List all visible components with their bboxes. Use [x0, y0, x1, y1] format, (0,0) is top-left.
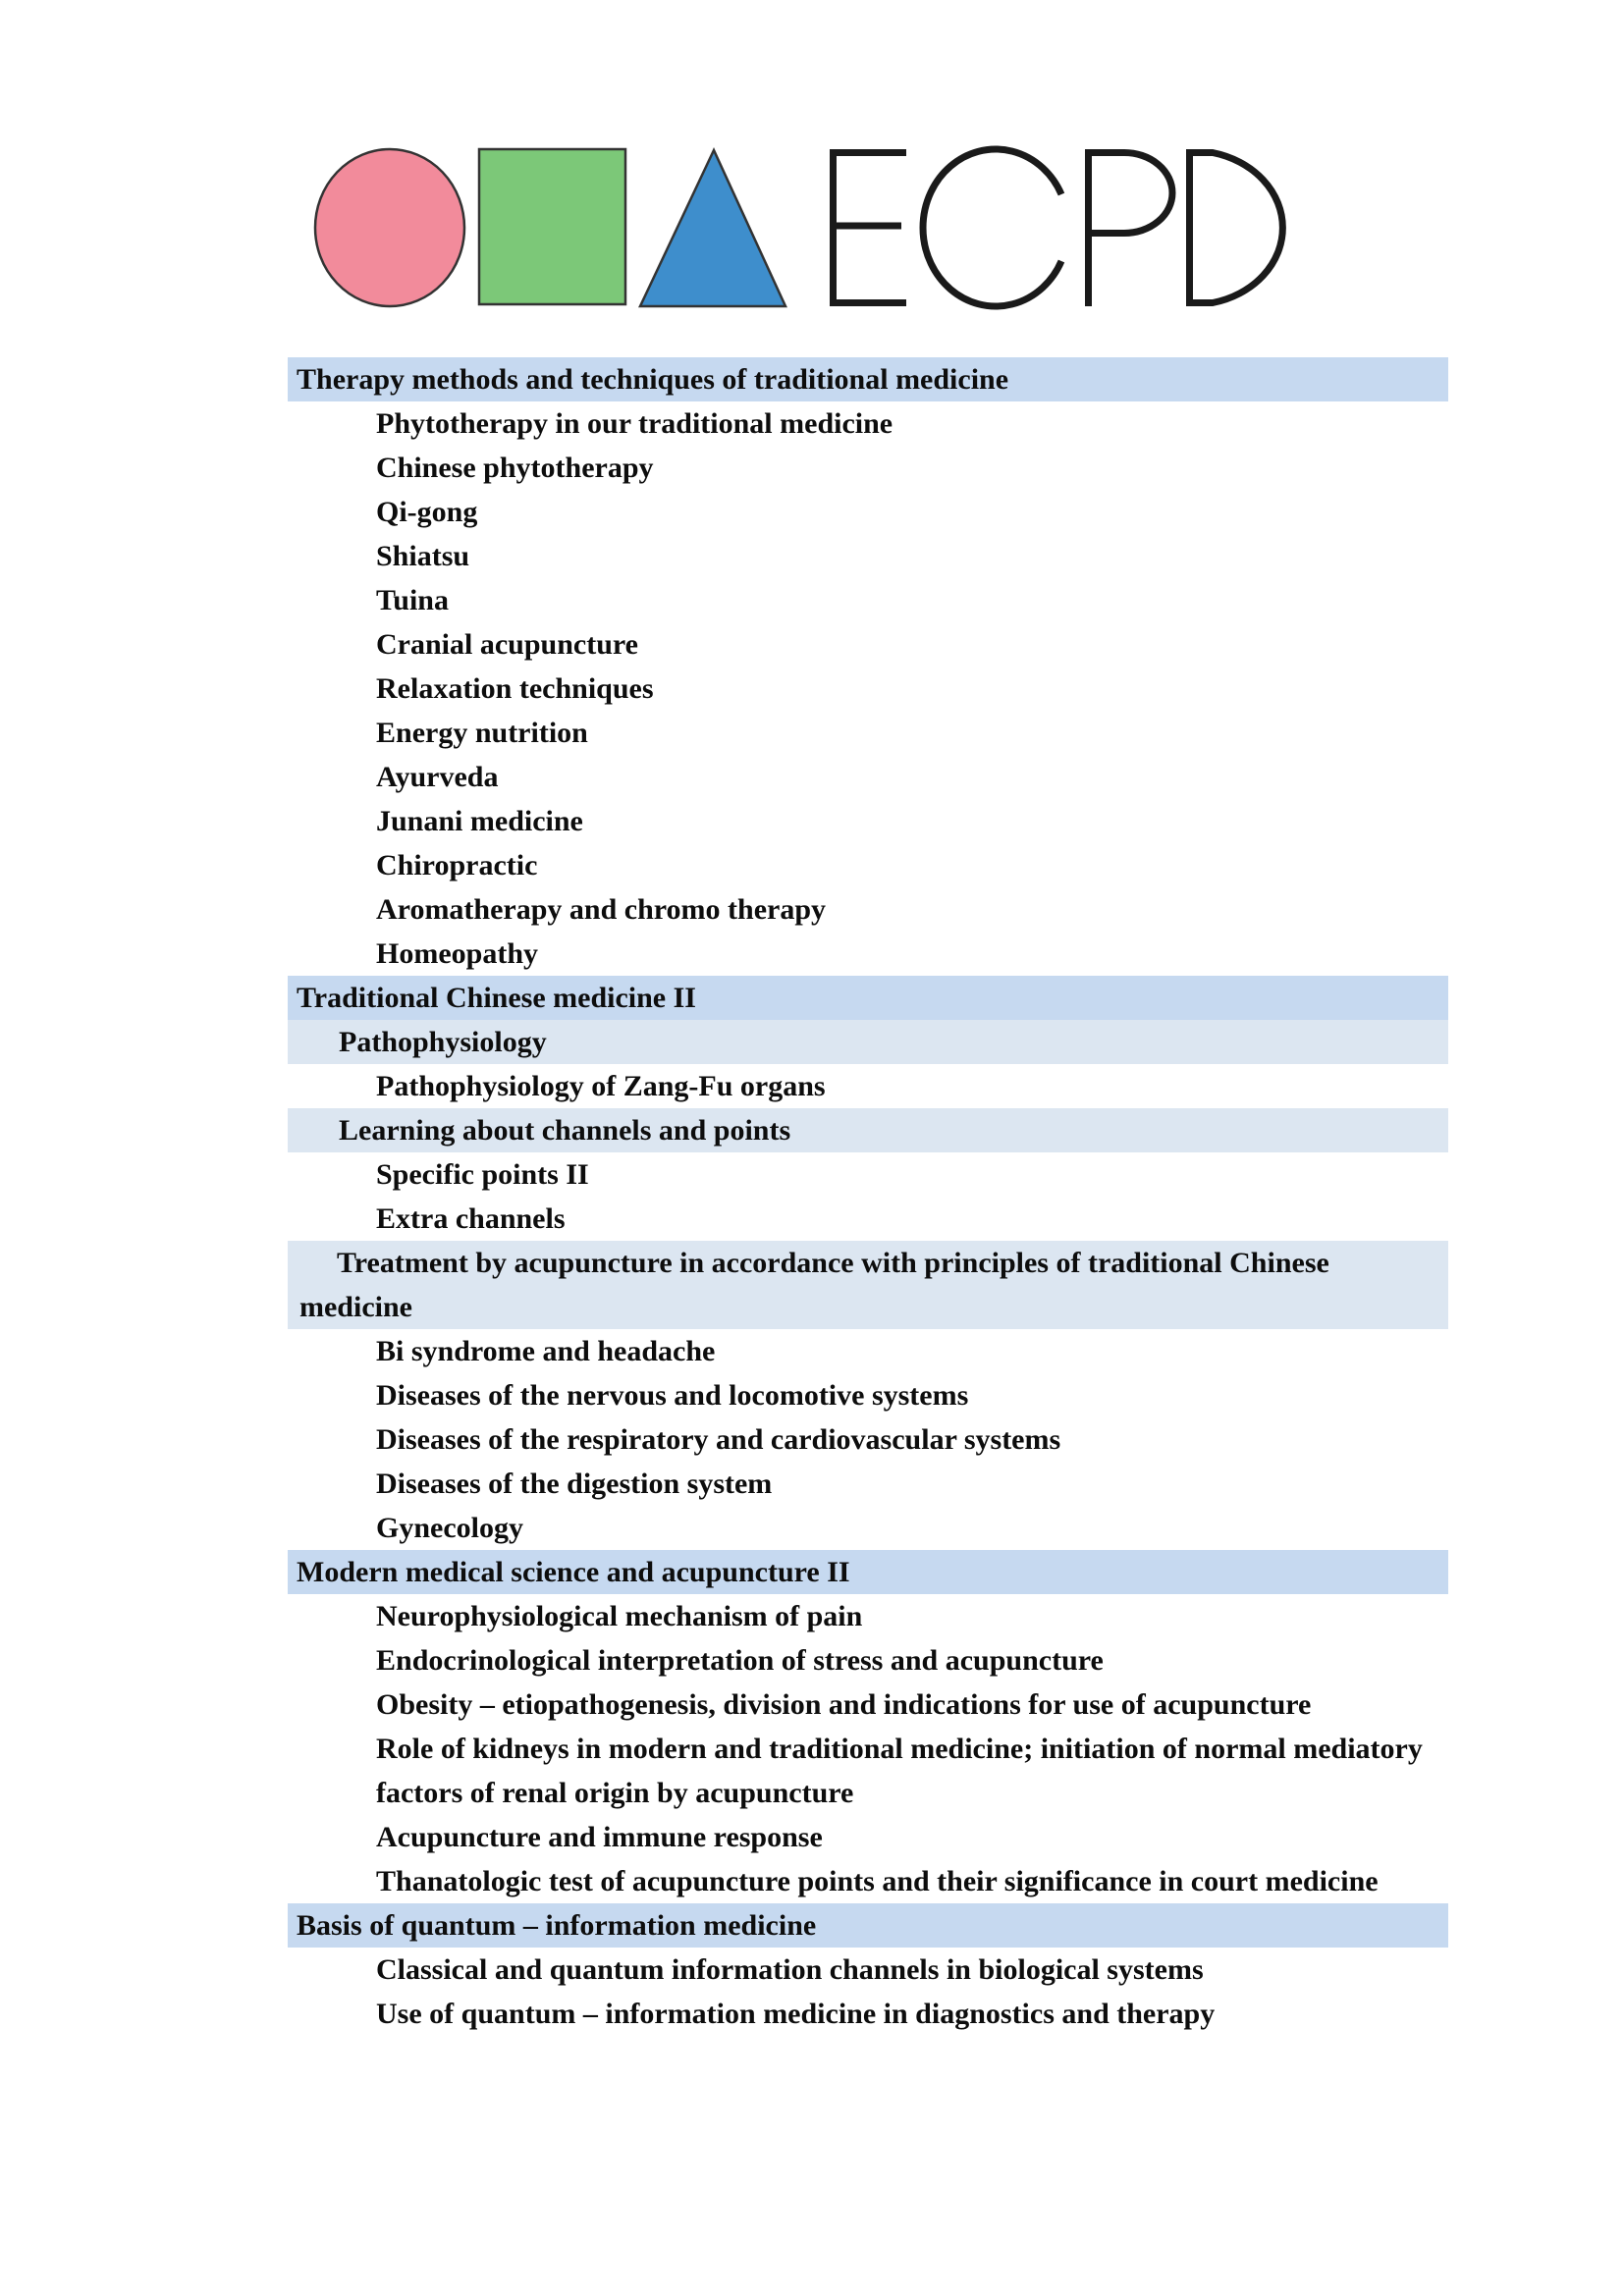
ecpd-letters [830, 149, 1282, 306]
list-item: Specific points II [376, 1158, 589, 1191]
square-icon [479, 149, 625, 304]
curriculum-list [288, 357, 1448, 2036]
list-item: Shiatsu [376, 540, 470, 572]
ecpd-logo [295, 137, 1335, 326]
list-item: Homeopathy [376, 937, 538, 970]
list-item: Obesity – etiopathogenesis, division and indications for use of acupuncture [376, 1688, 1312, 1721]
list-item: Chiropractic [376, 849, 538, 881]
list-item: Phytotherapy in our traditional medicine [376, 407, 893, 440]
list-item: Chinese phytotherapy [376, 452, 654, 484]
circle-icon [315, 149, 464, 306]
subsection-header: Pathophysiology [288, 1020, 1448, 1064]
list-item: Diseases of the nervous and locomotive systems [376, 1379, 969, 1412]
list-item: Endocrinological interpretation of stress and acupuncture [376, 1644, 1104, 1677]
list-item: Bi syndrome and headache [376, 1335, 716, 1367]
section-header: Traditional Chinese medicine II [288, 976, 1448, 1020]
subsection-header: Treatment by acupuncture in accordance with principles of traditional Chinese medicine [288, 1241, 1448, 1329]
list-item: Neurophysiological mechanism of pain [376, 1600, 863, 1632]
list-item: Aromatherapy and chromo therapy [376, 893, 827, 926]
list-item: Junani medicine [376, 805, 583, 837]
list-item: Pathophysiology of Zang-Fu organs [376, 1070, 826, 1102]
list-item: Use of quantum – information medicine in diagnostics and therapy [376, 1998, 1216, 2030]
list-item: Tuina [376, 584, 449, 616]
list-item: Qi-gong [376, 496, 478, 528]
list-item: Thanatologic test of acupuncture points and their significance in court medicine [376, 1865, 1379, 1897]
list-item: Classical and quantum information channels in biological systems [376, 1953, 1204, 1986]
section-header: Therapy methods and techniques of traditional medicine [288, 357, 1448, 401]
list-item: Diseases of the respiratory and cardiovascular systems [376, 1423, 1061, 1456]
subsection-header: Learning about channels and points [288, 1108, 1448, 1152]
triangle-icon [640, 150, 785, 306]
list-item: Energy nutrition [376, 717, 588, 749]
list-item: Extra channels [376, 1202, 566, 1235]
section-header: Modern medical science and acupuncture II [288, 1550, 1448, 1594]
list-item: Ayurveda [376, 761, 499, 793]
list-item: Role of kidneys in modern and traditional medicine; initiation of normal mediatory factors of renal origin by acupuncture [376, 1733, 1423, 1809]
list-item: Relaxation techniques [376, 672, 654, 705]
list-item: Diseases of the digestion system [376, 1468, 773, 1500]
list-item: Acupuncture and immune response [376, 1821, 823, 1853]
section-header: Basis of quantum – information medicine [288, 1903, 1448, 1948]
list-item: Cranial acupuncture [376, 628, 638, 661]
list-item: Gynecology [376, 1512, 523, 1544]
